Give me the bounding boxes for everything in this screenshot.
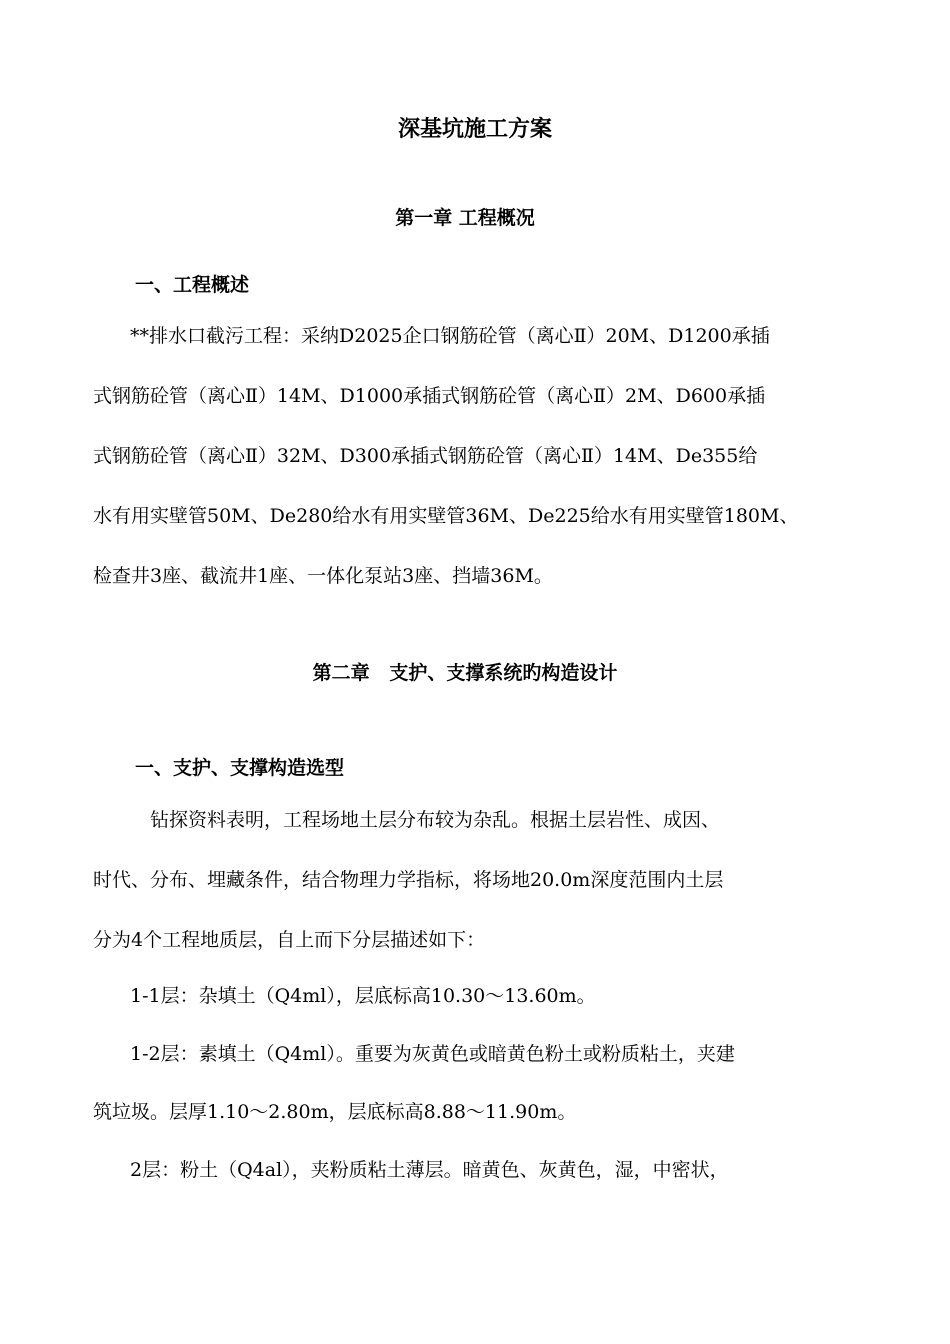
paragraph-line: **排水口截污工程：采纳D2025企口钢筋砼管（离心Ⅱ）20M、D1200承插 (130, 325, 770, 347)
paragraph-line: 钻探资料表明，工程场地土层分布较为杂乱。根据土层岩性、成因、 (150, 809, 721, 831)
section-2-1-heading: 一、支护、支撑构造选型 (135, 757, 345, 779)
paragraph-line: 分为4个工程地质层，自上而下分层描述如下： (93, 929, 486, 951)
document-title: 深基坑施工方案 (397, 117, 552, 142)
section-1-1-heading: 一、工程概述 (135, 274, 250, 296)
paragraph-line: 时代、分布、埋藏条件，结合物理力学指标，将场地20.0m深度范围内土层 (93, 869, 724, 891)
paragraph-line: 水有用实壁管50M、De280给水有用实壁管36M、De225给水有用实壁管180M、 (93, 505, 799, 527)
paragraph-line: 1-1层：杂填土（Q4ml），层底标高10.30～13.60m。 (130, 985, 596, 1007)
chapter-1-heading: 第一章 工程概况 (395, 207, 535, 229)
paragraph-line: 2层：粉土（Q4al），夹粉质粘土薄层。暗黄色、灰黄色，湿，中密状， (130, 1159, 729, 1181)
paragraph-line: 筑垃圾。层厚1.10～2.80m，层底标高8.88～11.90m。 (93, 1101, 577, 1123)
chapter-2-heading: 第二章 支护、支撑系统旳构造设计 (312, 662, 618, 684)
paragraph-line: 式钢筋砼管（离心Ⅱ）14M、D1000承插式钢筋砼管（离心Ⅱ）2M、D600承插 (93, 385, 766, 407)
paragraph-line: 1-2层：素填土（Q4ml）。重要为灰黄色或暗黄色粉土或粉质粘土，夹建 (130, 1043, 735, 1065)
paragraph-line: 检查井3座、截流井1座、一体化泵站3座、挡墙36M。 (93, 565, 553, 587)
paragraph-line: 式钢筋砼管（离心Ⅱ）32M、D300承插式钢筋砼管（离心Ⅱ）14M、De355给 (93, 445, 758, 467)
